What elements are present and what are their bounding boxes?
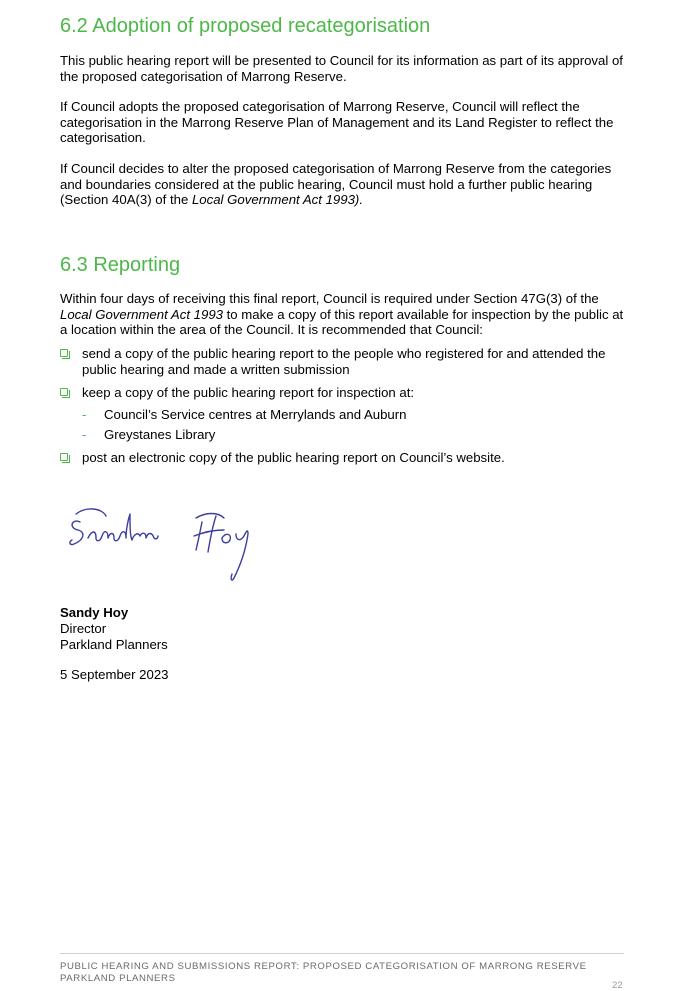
- signatory-company: Parkland Planners: [60, 637, 168, 652]
- checkbox-bullet-icon: [60, 388, 68, 396]
- signoff-date: 5 September 2023: [60, 667, 169, 682]
- sub-list-item-text: Greystanes Library: [104, 427, 216, 442]
- page-number: 22: [612, 980, 623, 991]
- paragraph-adoption-3: [60, 161, 630, 208]
- act-citation: Local Government Act 1993: [60, 306, 223, 322]
- act-citation: Local Government Act 1993).: [191, 192, 363, 208]
- section-heading-6-3: 6.3 Reporting: [60, 254, 181, 276]
- list-item-text: post an electronic copy of the public hearing report on Council’s website.: [82, 450, 505, 465]
- list-item-text: send a copy of the public hearing report to the people who registered for and attended the public hearing and made a written submission: [82, 346, 606, 377]
- signatory-title: Director: [60, 621, 107, 636]
- paragraph-adoption-1: This public hearing report will be presented to Council for its information as part of its approval of the proposed categorisation of Marrong Reserve.: [60, 53, 623, 84]
- checkbox-bullet-icon: [60, 349, 68, 357]
- footer-report-title: PUBLIC HEARING AND SUBMISSIONS REPORT: PROPOSED CATEGORISATION OF MARRONG RESERVE: [60, 961, 587, 972]
- footer-divider: [60, 953, 624, 954]
- signatory-name: Sandy Hoy: [60, 605, 129, 620]
- paragraph-text: If Council decides to alter the proposed categorisation of Marrong Reserve from the categories and boundaries considered at the public hearing, Council must hold a further public hearing (Section 40A(3) of the: [60, 161, 612, 208]
- paragraph-adoption-2: If Council adopts the proposed categorisation of Marrong Reserve, Council will reflect the categorisation in the Marrong Reserve Plan of Management and its Land Register to reflect the categorisation.: [60, 99, 614, 146]
- sub-list-item-text: Council’s Service centres at Merrylands and Auburn: [104, 407, 407, 422]
- paragraph-reporting-intro: [60, 291, 630, 338]
- list-item-text: keep a copy of the public hearing report for inspection at:: [82, 385, 415, 400]
- dash-bullet-icon: -: [82, 407, 87, 422]
- section-heading-6-2: 6.2 Adoption of proposed recategorisation: [60, 15, 431, 37]
- checkbox-bullet-icon: [60, 453, 68, 461]
- paragraph-text-end: to make a copy of this report available for inspection by the public at a location within the area of the Council. It is recommended that Council:: [60, 306, 624, 338]
- paragraph-text: Within four days of receiving this final report, Council is required under Section 47G(3) of the: [60, 291, 599, 306]
- handwritten-signature: [66, 500, 276, 590]
- dash-bullet-icon: -: [82, 427, 87, 442]
- footer-company: PARKLAND PLANNERS: [60, 973, 176, 984]
